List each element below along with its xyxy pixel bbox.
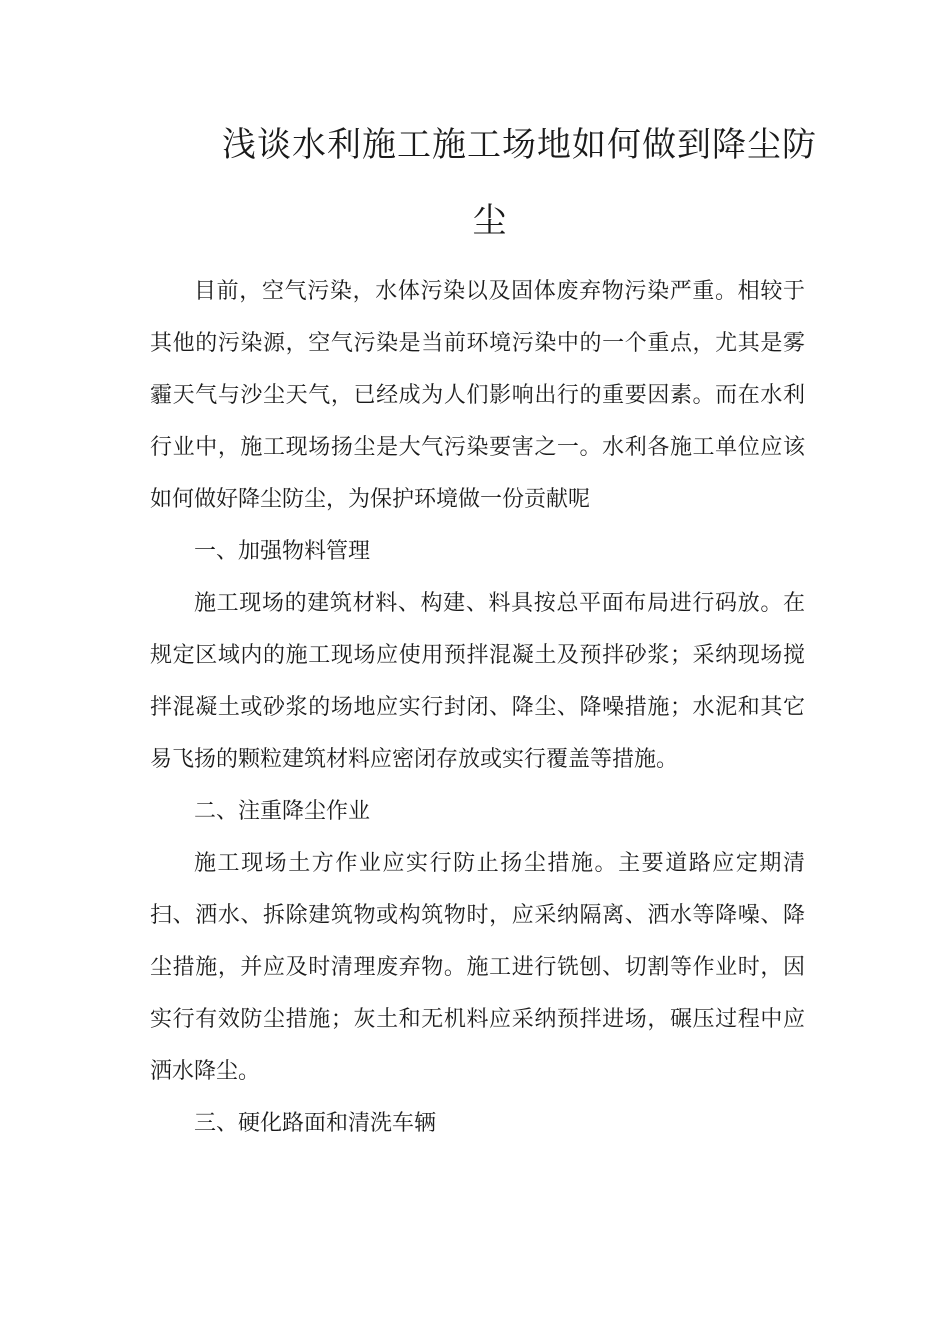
section-heading-1: 一、加强物料管理 — [194, 539, 371, 564]
title-line-1: 浅谈水利施工施工场地如何做到降尘防 — [222, 125, 817, 165]
section-body-1: 施工现场的建筑材料、构建、料具按总平面布局进行码放。在规定区域内的施工现场应使用预拌混凝土及预拌砂浆；采纳现场搅拌混凝土或砂浆的场地应实行封闭、降尘、降噪措施；水泥和其它易飞扬的颗粒建筑材料应密闭存放或实行覆盖等措施。 — [150, 591, 805, 772]
intro-paragraph: 目前，空气污染，水体污染以及固体废弃物污染严重。相较于其他的污染源，空气污染是当前环境污染中的一个重点，尤其是雾霾天气与沙尘天气，已经成为人们影响出行的重要因素。而在水利行业中，施工现场扬尘是大气污染要害之一。水利各施工单位应该如何做好降尘防尘，为保护环境做一份贡献呢 — [150, 279, 805, 512]
section-body-2: 施工现场土方作业应实行防止扬尘措施。主要道路应定期清扫、洒水、拆除建筑物或构筑物时，应采纳隔离、洒水等降噪、降尘措施，并应及时清理废弃物。施工进行铣刨、切割等作业时，因实行有效防尘措施；灰土和无机料应采纳预拌进场，碾压过程中应洒水降尘。 — [150, 851, 805, 1084]
document-body — [150, 266, 805, 1150]
section-heading-2: 二、注重降尘作业 — [194, 799, 371, 824]
title-line-2: 尘 — [472, 201, 508, 241]
document-title — [150, 107, 817, 259]
section-heading-3: 三、硬化路面和清洗车辆 — [194, 1111, 437, 1136]
